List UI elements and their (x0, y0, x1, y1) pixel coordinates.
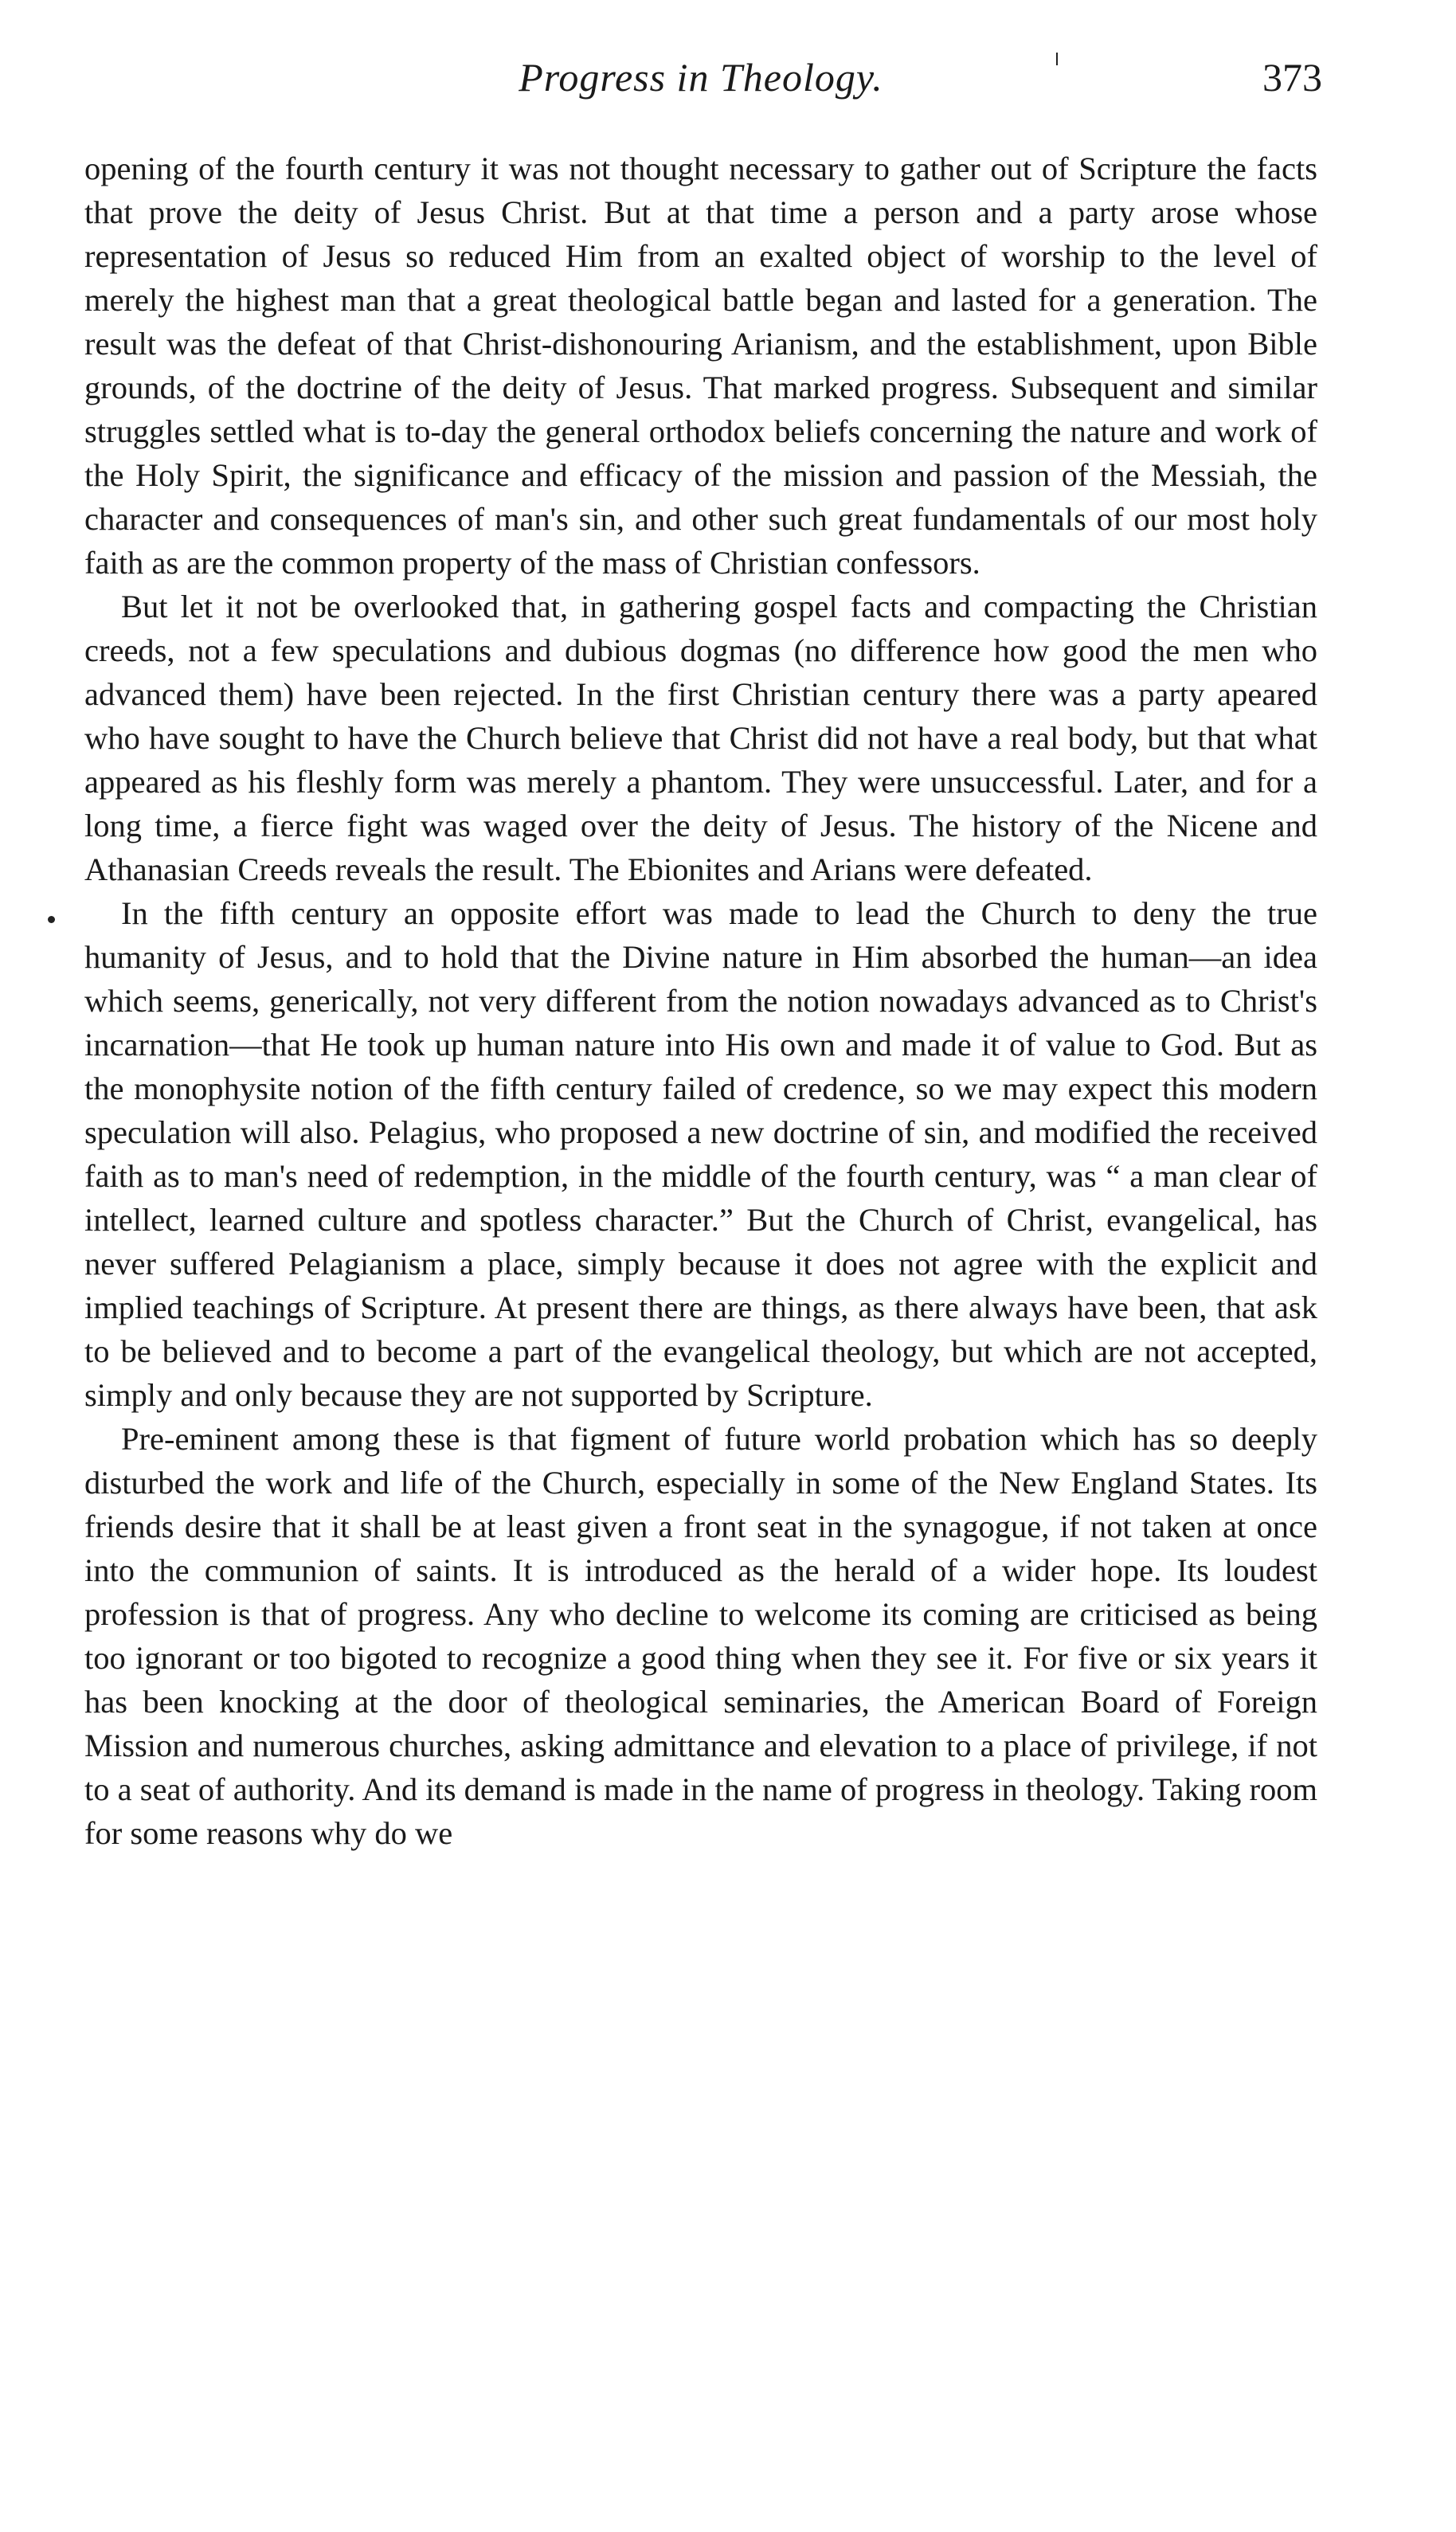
paragraph-4: Pre-eminent among these is that figment of future world probation which has so deeply disturbed the work and life of the Church, especially in some of the New England States. Its friends desire that it shall be at least given a front seat in the synagogue, if not taken at once into the communion of saints. It is introduced as the herald of a wider hope. Its loudest profession is that of progress. Any who decline to welcome its coming are criticised as being too ignorant or too bigoted to recognize a good thing when they see it. For five or six years it has been knocking at the door of theological seminaries, the American Board of Foreign Mission and numerous churches, asking admittance and elevation to a place of privilege, if not to a seat of authority. And its demand is made in the name of progress in theology. Taking room for some reasons why do we (84, 1421, 1317, 1851)
running-title: Progress in Theology. (519, 55, 883, 100)
page-number: 373 (1262, 55, 1322, 100)
stray-print-mark (1056, 53, 1058, 65)
margin-dot-mark (48, 916, 55, 923)
running-head (80, 49, 1322, 113)
paragraph-1: opening of the fourth century it was not thought necessary to gather out of Scripture the facts that prove the deity of Jesus Christ. But at that time a person and a party arose whose representation of Jesus so reduced Him from an exalted object of worship to the level of merely the highest man that a great theological battle began and lasted for a generation. The result was the defeat of that Christ-dishonouring Arianism, and the establishment, upon Bible grounds, of the doctrine of the deity of Jesus. That marked progress. Subsequent and similar struggles settled what is to-day the general orthodox beliefs concerning the nature and work of the Holy Spirit, the significance and efficacy of the mission and passion of the Messiah, the character and consequences of man's sin, and other such great fundamentals of our most holy faith as are the common property of the mass of Christian confessors. (84, 151, 1317, 581)
paragraph-3: In the fifth century an opposite effort was made to lead the Church to deny the true humanity of Jesus, and to hold that the Divine nature in Him absorbed the human—an idea which seems, generically, not very different from the notion nowadays advanced as to Christ's incarnation—that He took up human nature into His own and made it of value to God. But as the monophysite notion of the fifth century failed of credence, so we may expect this modern speculation will also. Pelagius, who proposed a new doctrine of sin, and modified the received faith as to man's need of redemption, in the middle of the fourth century, was “ a man clear of intellect, learned culture and spotless character.” But the Church of Christ, evangelical, has never suffered Pelagianism a place, simply because it does not agree with the explicit and implied teachings of Scripture. At present there are things, as there always have been, that ask to be believed and to become a part of the evangelical theology, but which are not accepted, simply and only because they are not supported by Scripture. (84, 895, 1317, 1413)
paragraph-2: But let it not be overlooked that, in gathering gospel facts and compacting the Christian creeds, not a few speculations and dubious dogmas (no difference how good the men who advanced them) have been rejected. In the first Christian century there was a party apeared who have sought to have the Church believe that Christ did not have a real body, but that what appeared as his fleshly form was merely a phantom. They were unsuccessful. Later, and for a long time, a fierce fight was waged over the deity of Jesus. The history of the Nicene and Athanasian Creeds reveals the result. The Ebionites and Arians were defeated. (84, 589, 1317, 887)
body-text (84, 147, 1317, 1855)
